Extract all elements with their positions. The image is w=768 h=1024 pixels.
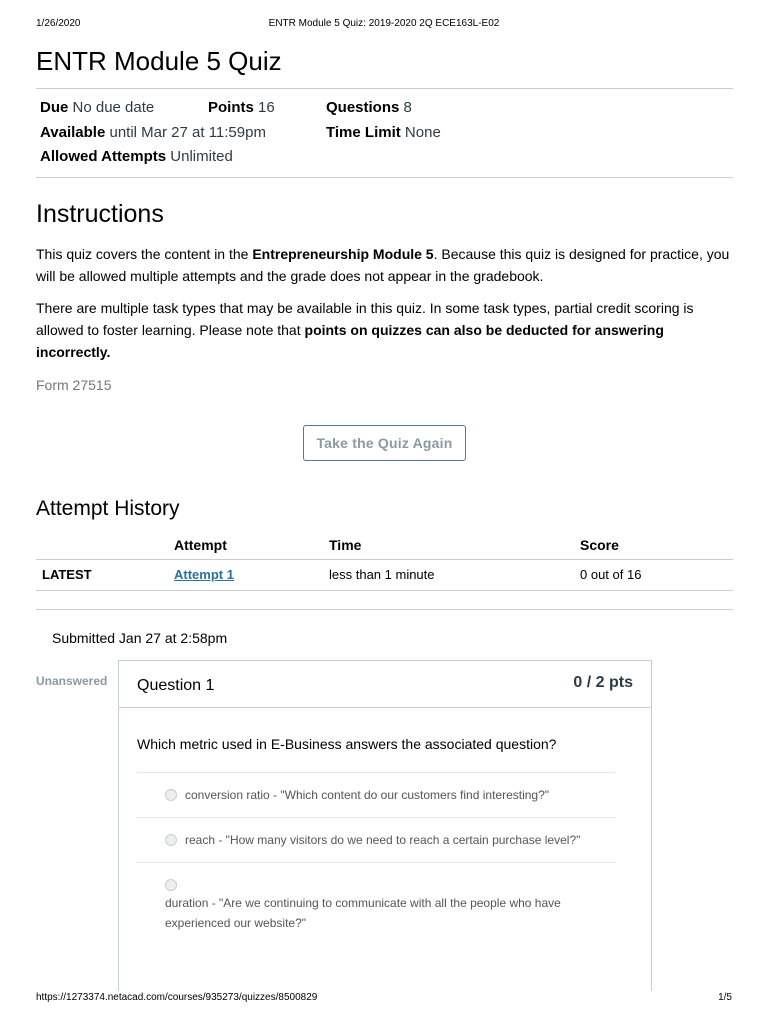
questions-detail	[326, 99, 412, 116]
column-header: Score	[574, 531, 733, 560]
quiz-details	[36, 89, 733, 177]
instructions-text: There are multiple task types that may be available in this quiz. In some task types, partial credit scoring is allowed to foster learning. Please note that	[36, 300, 694, 338]
page-title: ENTR Module 5 Quiz	[36, 46, 282, 76]
attempt-link[interactable]: Attempt 1	[174, 567, 234, 582]
question-area	[36, 660, 733, 990]
available-value: until Mar 27 at 11:59pm	[109, 124, 266, 141]
answer-option[interactable]	[137, 817, 615, 862]
question-points: 0 / 2 pts	[573, 674, 633, 691]
due-label: Due	[40, 99, 69, 116]
due-value: No due date	[72, 99, 155, 116]
form-id: Form 27515	[36, 377, 112, 393]
instructions-text: This quiz covers the content in the	[36, 246, 253, 262]
print-date: 1/26/2020	[36, 18, 81, 29]
print-header	[36, 18, 732, 32]
instructions-paragraph-1	[36, 243, 733, 287]
module-name: Entrepreneurship Module 5	[252, 246, 434, 262]
deduction-warning: points on quizzes can also be deducted for answering incorrectly.	[36, 322, 664, 360]
instructions-heading: Instructions	[36, 200, 164, 228]
column-header: Attempt	[168, 531, 323, 560]
take-quiz-again-button[interactable]: Take the Quiz Again	[303, 425, 465, 461]
divider	[36, 177, 733, 178]
quiz-content	[36, 40, 733, 990]
questions-value: 8	[403, 99, 412, 116]
points-value: 16	[258, 99, 275, 116]
divider	[36, 609, 733, 610]
radio-icon[interactable]	[165, 879, 177, 891]
attempts-value: Unlimited	[170, 148, 233, 165]
attempts-detail	[40, 148, 233, 165]
question-name: Question 1	[137, 677, 215, 694]
page-number: 1/5	[718, 992, 732, 1003]
time-limit-detail	[326, 124, 441, 141]
question-body	[119, 736, 651, 945]
attempts-label: Allowed Attempts	[40, 148, 167, 165]
score-cell: 0 out of 16	[574, 560, 733, 591]
question-text: Which metric used in E-Business answers the associated question?	[137, 736, 557, 752]
available-label: Available	[40, 124, 106, 141]
time-limit-value: None	[404, 124, 441, 141]
attempt-cell	[168, 560, 323, 591]
answer-text: conversion ratio - "Which content do our customers find interesting?"	[185, 788, 550, 802]
question-header	[119, 661, 651, 708]
submitted-time: Submitted Jan 27 at 2:58pm	[52, 630, 228, 646]
retake-wrapper	[36, 425, 733, 461]
attempt-history-heading: Attempt History	[36, 497, 180, 520]
answer-text: duration - "Are we continuing to communicate with all the people who have experienced our website?"	[165, 896, 561, 930]
print-footer	[36, 992, 732, 1006]
answer-option[interactable]	[137, 772, 615, 817]
table-header-row	[36, 531, 733, 560]
instructions-paragraph-2	[36, 297, 733, 363]
table-row	[36, 560, 733, 591]
question-card	[118, 660, 652, 991]
time-limit-label: Time Limit	[326, 124, 401, 141]
unanswered-badge: Unanswered	[36, 674, 108, 688]
radio-icon[interactable]	[165, 789, 177, 801]
column-header	[36, 531, 168, 560]
latest-tag: LATEST	[36, 560, 168, 591]
attempt-history-table	[36, 531, 733, 591]
radio-icon[interactable]	[165, 834, 177, 846]
answer-text: reach - "How many visitors do we need to reach a certain purchase level?"	[185, 833, 581, 847]
due-detail	[40, 99, 154, 116]
instructions-text: . Because this quiz is designed for practice, you will be allowed multiple attempts and the grade does not appear in the gradebook.	[36, 246, 730, 284]
available-detail	[40, 124, 266, 141]
column-header: Time	[323, 531, 574, 560]
answer-option[interactable]	[137, 862, 615, 945]
print-title: ENTR Module 5 Quiz: 2019-2020 2Q ECE163L-E02	[268, 18, 500, 29]
time-cell: less than 1 minute	[323, 560, 574, 591]
points-detail	[208, 99, 275, 116]
points-label: Points	[208, 99, 254, 116]
print-url: https://1273374.netacad.com/courses/935273/quizzes/8500829	[36, 992, 318, 1003]
questions-label: Questions	[326, 99, 400, 116]
